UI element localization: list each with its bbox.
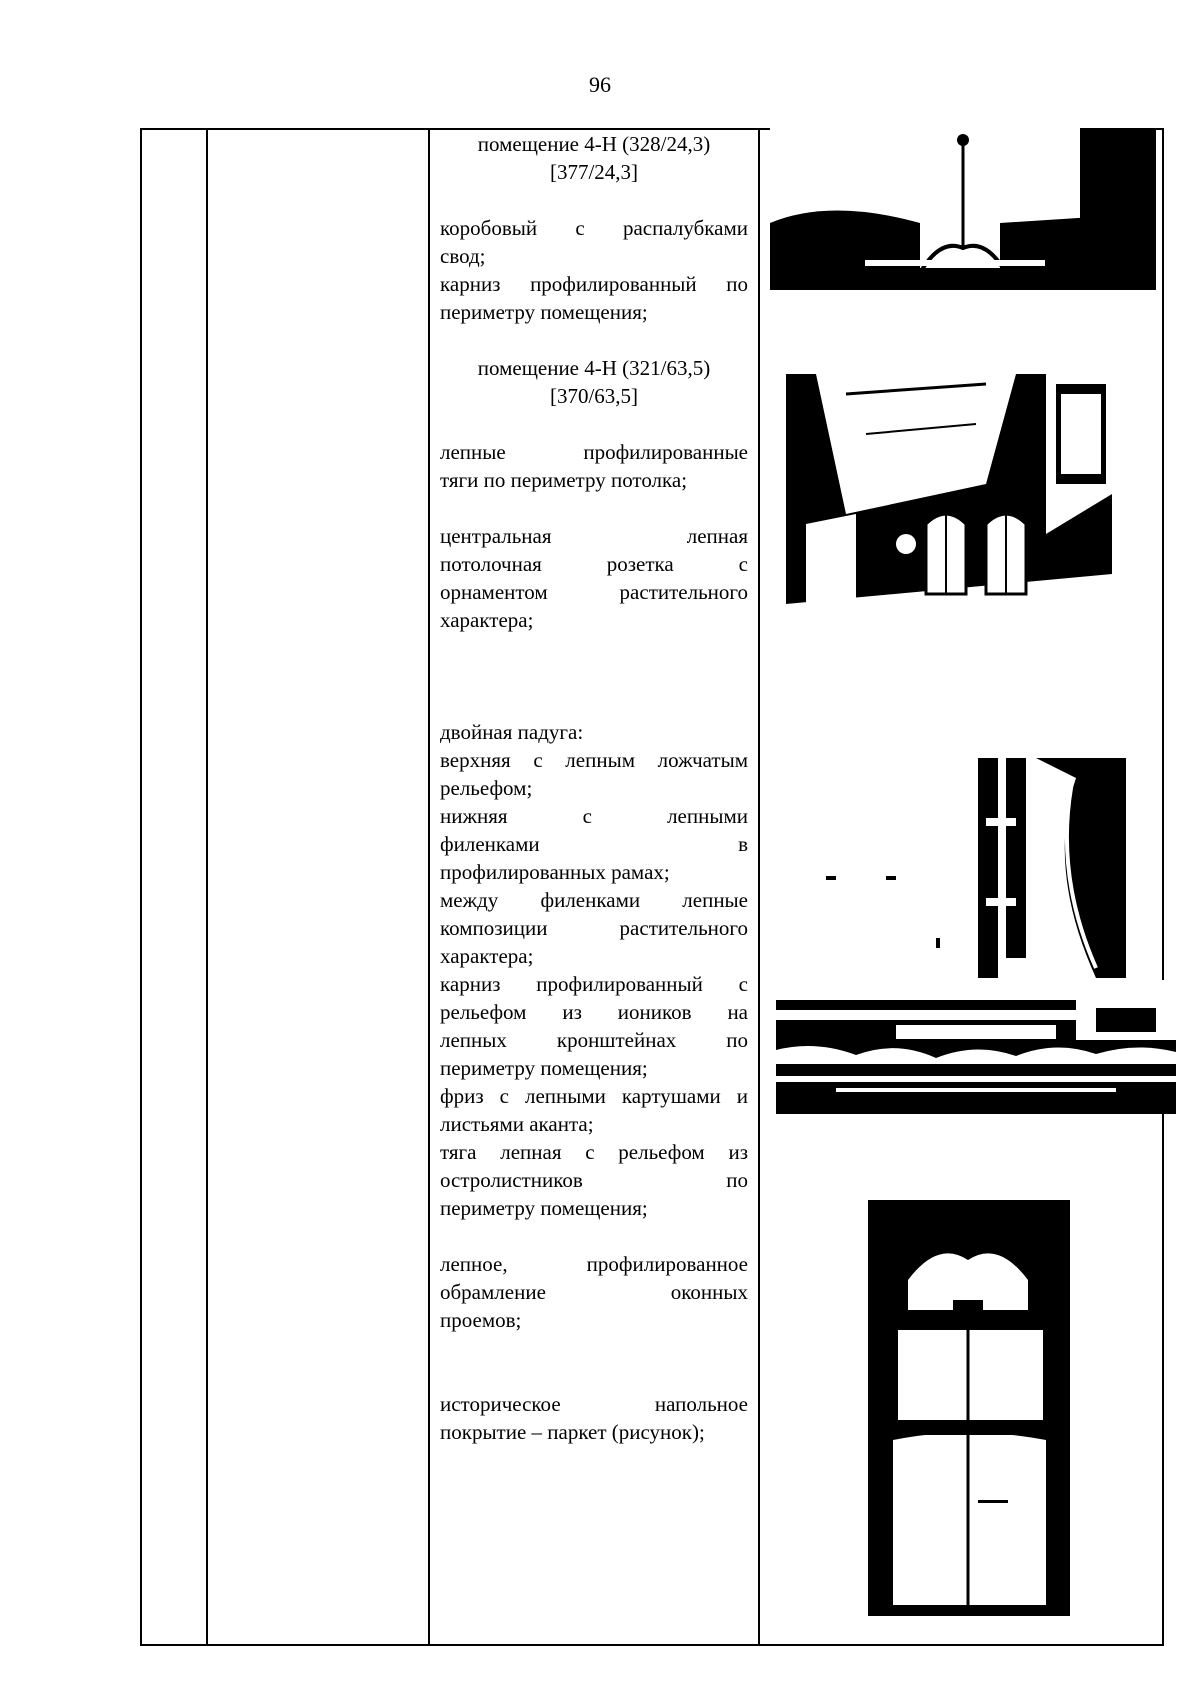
feature-item (440, 1082, 748, 1138)
photo-interior-ceiling-windows (786, 374, 1112, 724)
feature-line: лепное, профилированное (440, 1252, 748, 1276)
feature-item (440, 886, 748, 970)
photo-window-frame (868, 1200, 1070, 1616)
feature-item (440, 1250, 748, 1334)
feature-line: обрамление оконных (440, 1280, 748, 1304)
feature-item (440, 522, 748, 634)
room-heading-line: [370/63,5] (549, 384, 639, 408)
feature-item (440, 970, 748, 1082)
feature-line: остролистников по (440, 1168, 748, 1192)
feature-line: характера; (440, 944, 534, 968)
feature-line: центральная лепная (440, 524, 748, 548)
room-heading-2 (440, 354, 748, 410)
feature-line: тяга лепная с рельефом из (440, 1140, 748, 1164)
feature-line: орнаментом растительного (440, 580, 748, 604)
feature-line: профилированных рамах; (440, 860, 670, 884)
table-border-left (140, 128, 142, 1646)
feature-line: периметру помещения; (440, 1056, 648, 1080)
feature-line: потолочная розетка с (440, 552, 748, 576)
feature-item (440, 1390, 748, 1446)
feature-item (440, 746, 748, 802)
photo-vaulted-ceiling (770, 128, 1156, 290)
feature-line: филенками в (440, 832, 748, 856)
feature-line: лепные профилированные (440, 440, 748, 464)
feature-line: листьями аканта; (440, 1112, 594, 1136)
feature-line: карниз профилированный с (440, 972, 748, 996)
feature-item (440, 1138, 748, 1222)
feature-item (440, 802, 748, 886)
page-number: 96 (589, 72, 611, 97)
room-heading-line: помещение 4-Н (321/63,5) (477, 356, 711, 380)
feature-line: между филенками лепные (440, 888, 748, 912)
table-divider-2 (428, 128, 430, 1646)
feature-line: свод; (440, 244, 486, 268)
room-heading-line: помещение 4-Н (328/24,3) (477, 132, 711, 156)
feature-line: нижняя с лепными (440, 804, 748, 828)
feature-line: характера; (440, 608, 534, 632)
feature-line: коробовый с распалубками (440, 216, 748, 240)
feature-line: двойная падуга: (440, 720, 584, 744)
table-divider-1 (206, 128, 208, 1646)
table-divider-3 (758, 128, 760, 1646)
feature-line: лепных кронштейнах по (440, 1028, 748, 1052)
table-border-right (1162, 128, 1164, 1646)
feature-line: карниз профилированный по (440, 272, 748, 296)
feature-line: рельефом; (440, 776, 533, 800)
feature-line: композиции растительного (440, 916, 748, 940)
feature-line: периметру помещения; (440, 300, 648, 324)
feature-item (440, 718, 748, 746)
feature-item (440, 270, 748, 326)
room-heading-1 (440, 130, 748, 186)
feature-line: периметру помещения; (440, 1196, 648, 1220)
feature-line: тяги по периметру потолка; (440, 468, 688, 492)
feature-line: покрытие – паркет (рисунок); (440, 1420, 705, 1444)
feature-item (440, 438, 748, 494)
feature-line: верхняя с лепным ложчатым (440, 748, 748, 772)
table-bottom-border (140, 1644, 1164, 1646)
feature-item (440, 214, 748, 270)
photo-double-padouga (796, 758, 1126, 978)
feature-line: историческое напольное (440, 1392, 748, 1416)
feature-line: проемов; (440, 1308, 522, 1332)
feature-line: рельефом из иоников на (440, 1000, 748, 1024)
photo-cornice-frieze (776, 980, 1176, 1114)
feature-line: фриз с лепными картушами и (440, 1084, 748, 1108)
room-heading-line: [377/24,3] (549, 160, 639, 184)
